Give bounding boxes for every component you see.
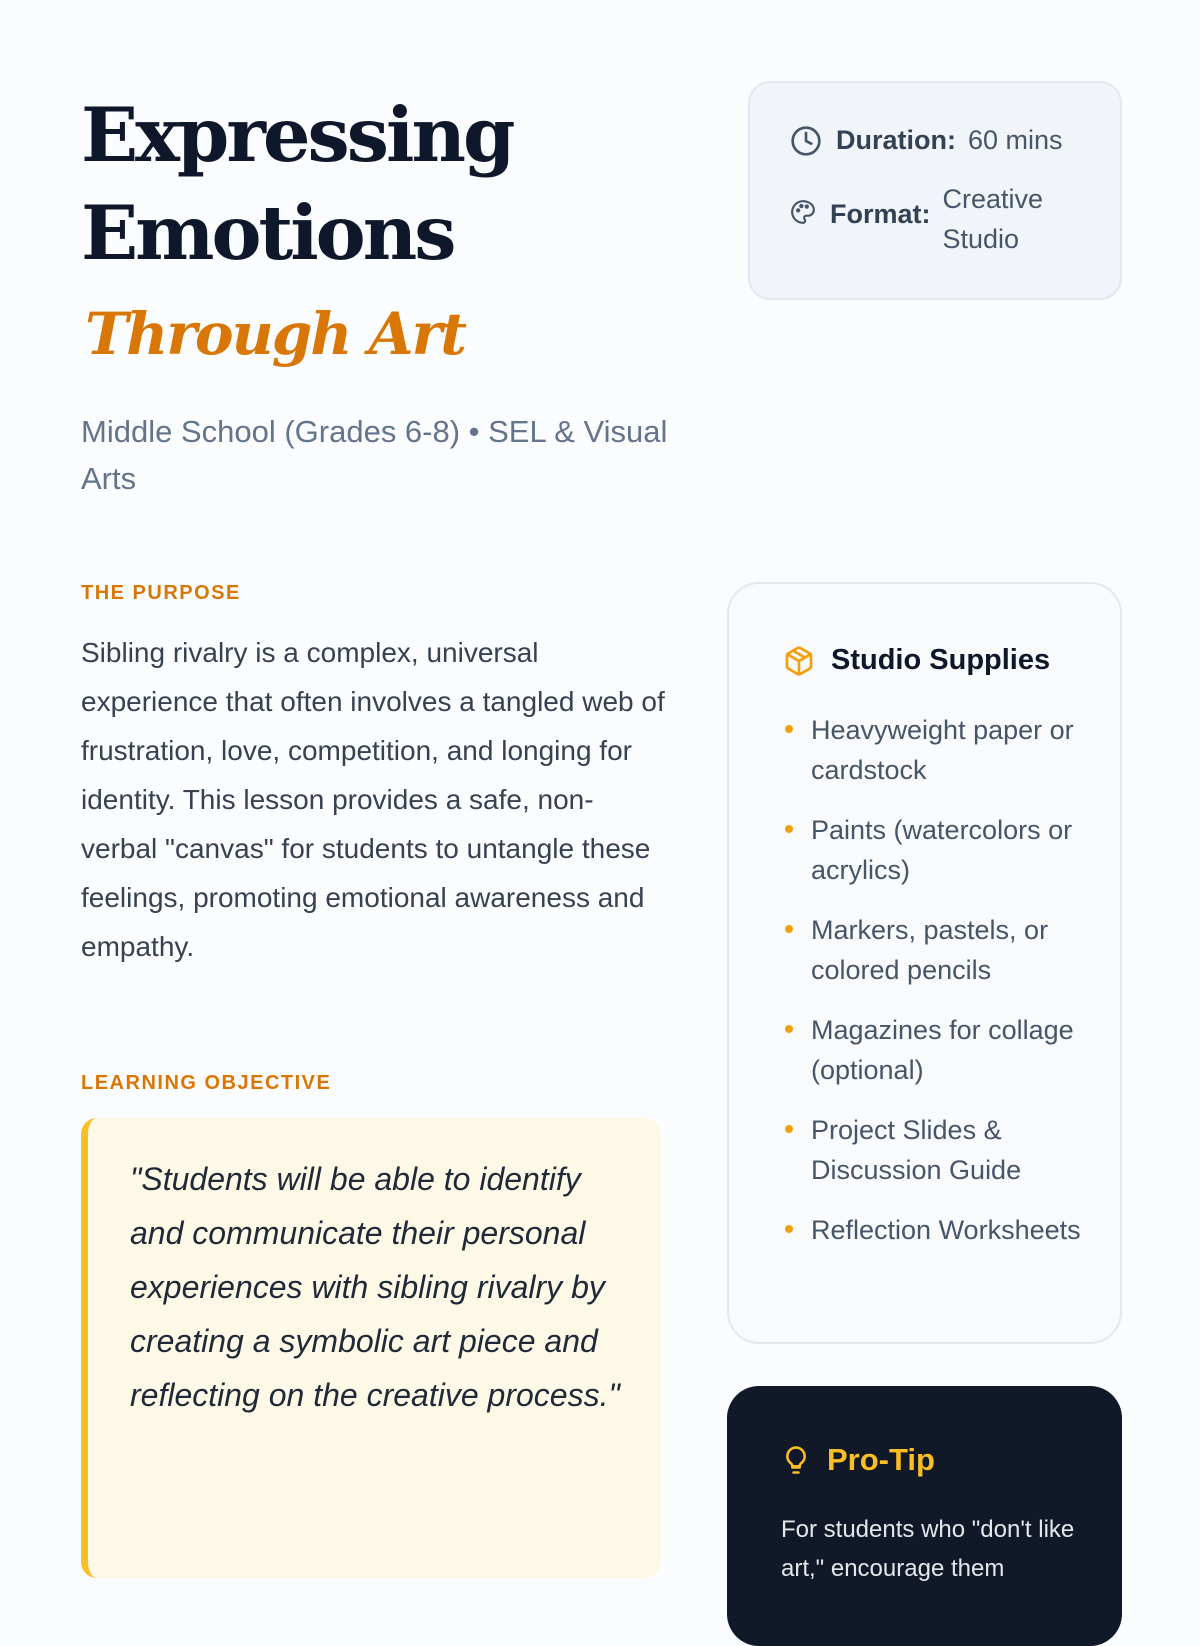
format-value: Creative Studio (942, 184, 1044, 254)
format-row (790, 179, 1063, 259)
list-item: Magazines for collage (optional) (783, 1010, 1093, 1090)
palette-icon (790, 199, 816, 225)
duration-row (790, 125, 1063, 157)
format-label: Format: (830, 199, 931, 229)
purpose-heading: THE PURPOSE (81, 582, 241, 604)
page-title: Expressing Emotions (81, 91, 513, 277)
supplies-title: Studio Supplies (831, 644, 1051, 676)
course-meta: Middle School (Grades 6-8) • SEL & Visual Arts (81, 414, 668, 496)
protip-text: For students who "don't like art," encourage them (781, 1516, 1075, 1582)
list-item: Project Slides & Discussion Guide (783, 1110, 1093, 1190)
supplies-list (783, 710, 1093, 1270)
protip-card (727, 1386, 1122, 1646)
duration-label: Duration: (836, 125, 956, 155)
list-item: Paints (watercolors or acrylics) (783, 810, 1093, 890)
supplies-heading (783, 644, 1050, 677)
objective-quote: "Students will be able to identify and communicate their personal experiences with sibling rivalry by creating a symbolic art piece and reflecting on the creative process." (130, 1161, 620, 1413)
list-item: Heavyweight paper or cardstock (783, 710, 1093, 790)
objective-callout (81, 1118, 661, 1578)
list-item: Reflection Worksheets (783, 1210, 1093, 1250)
objective-heading: LEARNING OBJECTIVE (81, 1072, 332, 1094)
protip-heading (781, 1442, 935, 1478)
supplies-card (727, 582, 1122, 1344)
page-subtitle: Through Art (85, 300, 466, 368)
list-item: Markers, pastels, or colored pencils (783, 910, 1093, 990)
package-icon (783, 645, 815, 677)
lesson-info-card (748, 81, 1122, 300)
protip-title: Pro-Tip (827, 1442, 935, 1477)
clock-icon (790, 125, 822, 157)
purpose-text: Sibling rivalry is a complex, universal experience that often involves a tangled web of frustration, love, competition, and longing for identity. This lesson provides a safe, non-verbal "canvas" for students to untangle these feelings, promoting emotional awareness and empathy. (81, 637, 665, 962)
duration-value: 60 mins (967, 125, 1063, 155)
lightbulb-icon (781, 1444, 811, 1476)
